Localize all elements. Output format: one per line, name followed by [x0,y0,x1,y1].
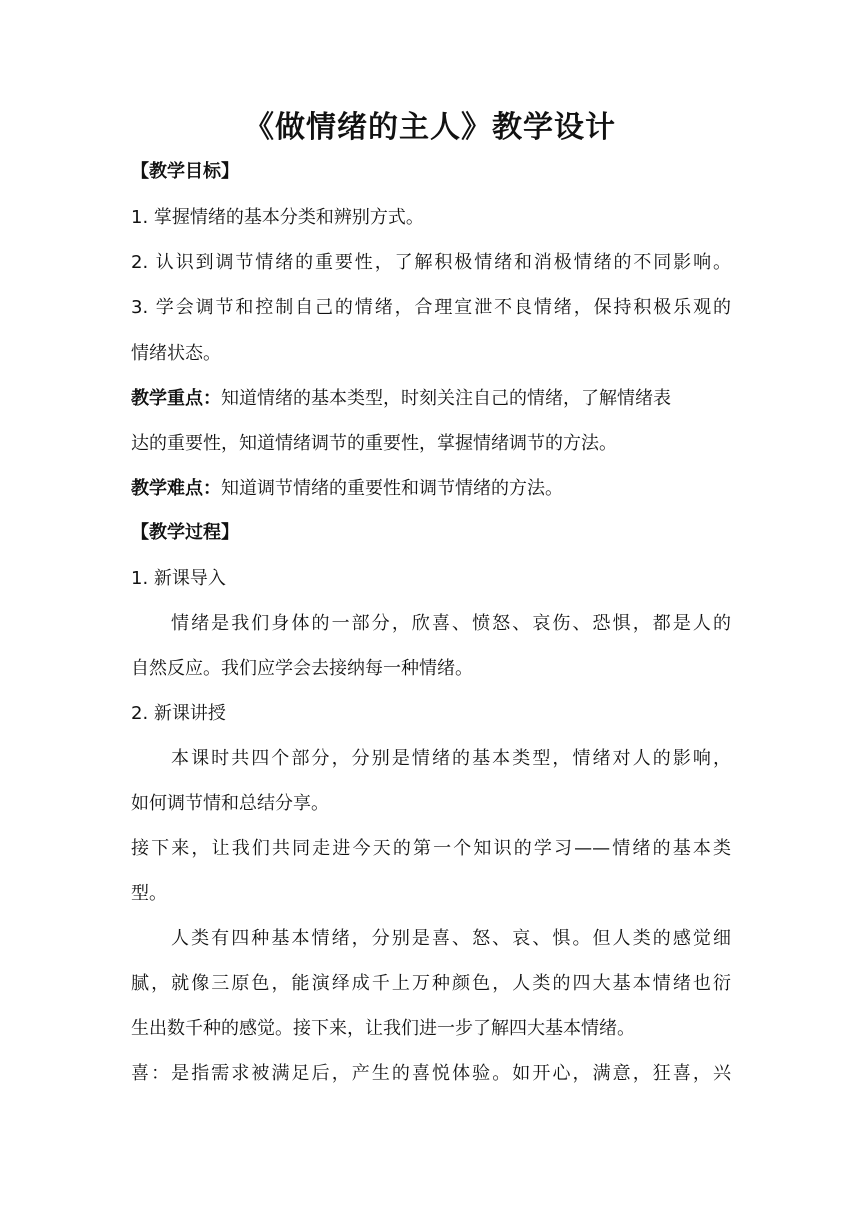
key-point-text: 知道情绪的基本类型，时刻关注自己的情绪，了解情绪表 [221,388,671,409]
step-2-para-2-line-2: 型。 [131,883,167,904]
objective-2: 2. 认识到调节情绪的重要性，了解积极情绪和消极情绪的不同影响。 [131,252,731,273]
step-2-para-1-line-2: 如何调节情和总结分享。 [131,793,329,814]
difficulty-label: 教学难点： [131,478,221,499]
step-1-para-line-1: 情绪是我们身体的一部分，欣喜、愤怒、哀伤、恐惧，都是人的 [171,613,731,634]
difficulty-text: 知道调节情绪的重要性和调节情绪的方法。 [221,478,563,499]
objective-1: 1. 掌握情绪的基本分类和辨别方式。 [131,207,424,228]
step-2-para-3-line-2: 腻，就像三原色，能演绎成千上万种颜色，人类的四大基本情绪也衍 [131,973,731,994]
difficulty-line [131,476,731,502]
key-point-line-2: 达的重要性，知道情绪调节的重要性，掌握情绪调节的方法。 [131,433,617,454]
step-1-para-line-2: 自然反应。我们应学会去接纳每一种情绪。 [131,658,473,679]
step-2-para-3-line-1: 人类有四种基本情绪，分别是喜、怒、哀、惧。但人类的感觉细 [171,928,731,949]
joy-definition-line: 喜：是指需求被满足后，产生的喜悦体验。如开心，满意，狂喜，兴 [131,1063,731,1084]
objective-3-line-1: 3. 学会调节和控制自己的情绪，合理宣泄不良情绪，保持积极乐观的 [131,297,731,318]
step-2-para-3-line-3: 生出数千种的感觉。接下来，让我们进一步了解四大基本情绪。 [131,1018,635,1039]
process-heading: 【教学过程】 [131,522,239,543]
step-1-heading: 1. 新课导入 [131,568,226,589]
step-2-para-2-line-1: 接下来，让我们共同走进今天的第一个知识的学习——情绪的基本类 [131,838,731,859]
objective-3-line-2: 情绪状态。 [131,343,221,364]
key-point-label: 教学重点： [131,388,221,409]
document-title: 《做情绪的主人》教学设计 [244,110,616,145]
step-2-heading: 2. 新课讲授 [131,703,226,724]
objectives-heading: 【教学目标】 [131,161,239,182]
step-2-para-1-line-1: 本课时共四个部分，分别是情绪的基本类型，情绪对人的影响， [171,748,731,769]
key-point-line-1 [131,386,731,412]
